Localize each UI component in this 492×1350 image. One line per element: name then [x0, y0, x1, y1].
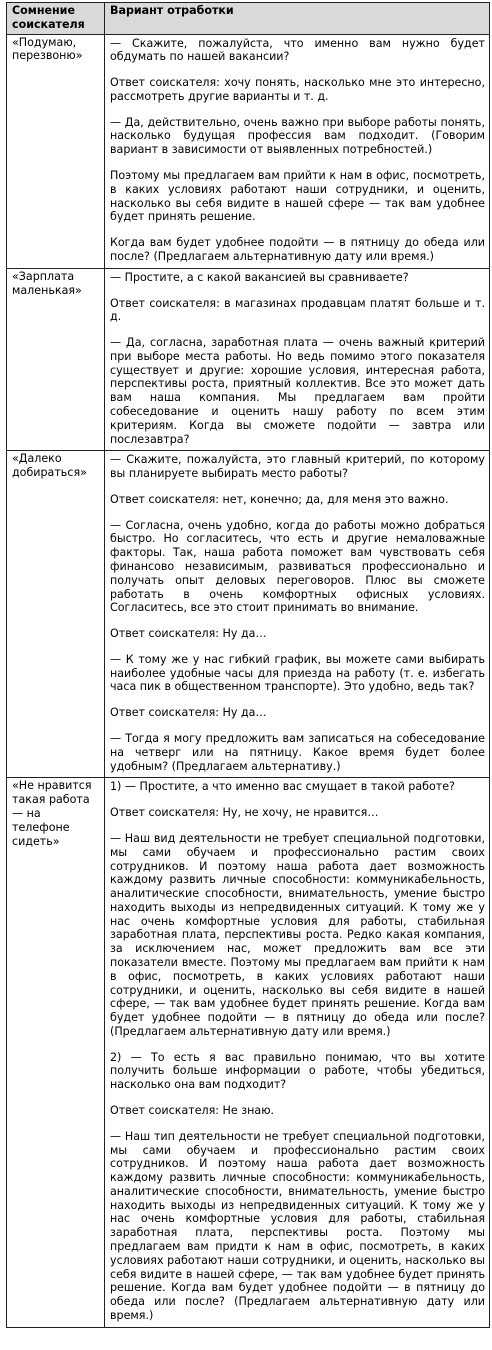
response-paragraph: Поэтому мы предлагаем вам прийти к нам в офис, посмотреть, в каких условиях работают наши сотрудники, и оценить, насколько вы себя видите в нашей сфере — так вам удобнее будет принять решение. — [110, 169, 485, 224]
response-cell — [105, 778, 490, 1327]
header-response: Вариант отработки — [105, 3, 490, 35]
response-paragraph: Ответ соискателя: Ну да… — [110, 706, 267, 720]
response-paragraph: Ответ соискателя: Ну, не хочу, не нравится… — [110, 806, 379, 820]
response-paragraph: Ответ соискателя: в магазинах продавцам платят больше и т. д. — [110, 296, 485, 324]
response-paragraph: — Скажите, пожалуйста, что именно вам нужно будет обдумать по нашей вакансии? — [110, 36, 485, 64]
response-paragraph: — Простите, а с какой вакансией вы сравниваете? — [110, 270, 409, 284]
objections-table — [6, 2, 490, 1328]
table-row — [7, 34, 490, 268]
response-paragraph: Ответ соискателя: Ну да… — [110, 627, 267, 641]
objection-cell: «Не нравится такая работа — на телефоне сидеть» — [7, 778, 105, 1327]
document-page — [6, 2, 489, 1328]
response-paragraph: Ответ соискателя: нет, конечно; да, для меня это важно. — [110, 492, 449, 506]
response-cell — [105, 34, 490, 268]
response-paragraph: — Да, согласна, заработная плата — очень важный критерий при выборе места работы. Но ведь помимо этого показателя существует и другие: хорошие условия, интересная работа, перспективы роста, приятный коллектив. Все это может дать вам наша компания. Мы предлагаем вам пройти собеседование и оценить нашу работу по всем этим критериям. Когда вы сможете подойти — завтра или послезавтра? — [110, 336, 485, 446]
response-paragraph: 1) — Простите, а что именно вас смущает в такой работе? — [110, 780, 455, 794]
table-row — [7, 778, 490, 1327]
response-paragraph: — Скажите, пожалуйста, это главный критерий, по которому вы планируете выбирать место работы? — [110, 453, 485, 481]
objection-cell: «Подумаю, перезвоню» — [7, 34, 105, 268]
response-paragraph: Ответ соискателя: хочу понять, насколько мне это интересно, рассмотреть другие варианты и т. д. — [110, 76, 485, 103]
response-paragraph: 2) — То есть я вас правильно понимаю, что вы хотите получить больше информации о работе, чтобы убедиться, насколько она вам подходит? — [110, 1050, 485, 1092]
response-cell — [105, 268, 490, 451]
response-paragraph: — Наш тип деятельности не требует специальной подготовки, мы сами обучаем и профессионально растим своих сотрудников. И поэтому наша работа дает возможность каждому развить личные способности: коммуникабельность, аналитические способности, внимательность, умение быстро находить выходы из непредвиденных ситуаций. К тому же у нас очень комфортные условия для работы, стабильная заработная плата, перспективы роста. Поэтому мы предлагаем вам придти к нам в офис, посмотреть, в каких условиях работают наши сотрудники, и оценить, насколько вы себя видите в нашей сфере, — так вам удобнее будет принять решение. Когда вам будет удобнее подойти — в пятницу до обеда или после? (Предлагаем альтернативную дату или время.) — [110, 1129, 485, 1322]
response-paragraph: — К тому же у нас гибкий график, вы можете сами выбирать наиболее удобные часы для приезда на работу (т. е. избегать часа пик в общественном транспорте). Это удобно, ведь так? — [110, 652, 485, 694]
objection-cell: «Далеко добираться» — [7, 451, 105, 778]
response-cell — [105, 451, 490, 778]
response-paragraph: Когда вам будет удобнее подойти — в пятницу до обеда или после? (Предлагаем альтернативную дату или время.) — [110, 236, 485, 263]
response-paragraph: — Да, действительно, очень важно при выборе работы понять, насколько будущая профессия вам подходит. (Говорим вариант в зависимости от выявленных потребностей.) — [110, 115, 485, 157]
response-paragraph: — Тогда я могу предложить вам записаться на собеседование на четверг или на пятницу. Какое время будет более удобным? (Предлагаем альтернативу.) — [110, 732, 485, 773]
response-paragraph: — Согласна, очень удобно, когда до работы можно добраться быстро. Но согласитесь, что есть и другие немаловажные факторы. Так, наша работа поможет вам чувствовать себя финансово независимым, развиваться профессионально и получать опыт деловых переговоров. Плюс вы сможете работать в очень комфортных офисных условиях. Согласитесь, все это стоит принимать во внимание. — [110, 518, 485, 615]
table-row — [7, 451, 490, 778]
table-header-row — [7, 3, 490, 35]
response-paragraph: — Наш вид деятельности не требует специальной подготовки, мы сами обучаем и профессионально растим своих сотрудников. И поэтому наша работа дает возможность каждому развить личные способности: коммуникабельность, аналитические способности, внимательность, умение быстро находить выходы из непредвиденных ситуаций. К тому же у нас очень комфортные условия для работы, стабильная заработная плата, перспективы роста. Редко какая компания, за исключением нас, может предложить вам все эти показатели вместе. Поэтому мы предлагаем вам прийти к нам в офис, посмотреть, в каких условиях работают наши сотрудники, и оценить, насколько вы себя видите в нашей сфере, — так вам удобнее будет принять решение. Когда вам будет удобнее подойти — в пятницу до обеда или после? (Предлагаем альтернативную дату или время.) — [110, 831, 485, 1038]
response-paragraph: Ответ соискателя: Не знаю. — [110, 1104, 275, 1117]
table-row — [7, 268, 490, 451]
header-objection: Сомнение соискателя — [7, 3, 105, 35]
objection-cell: «Зарплата маленькая» — [7, 268, 105, 451]
